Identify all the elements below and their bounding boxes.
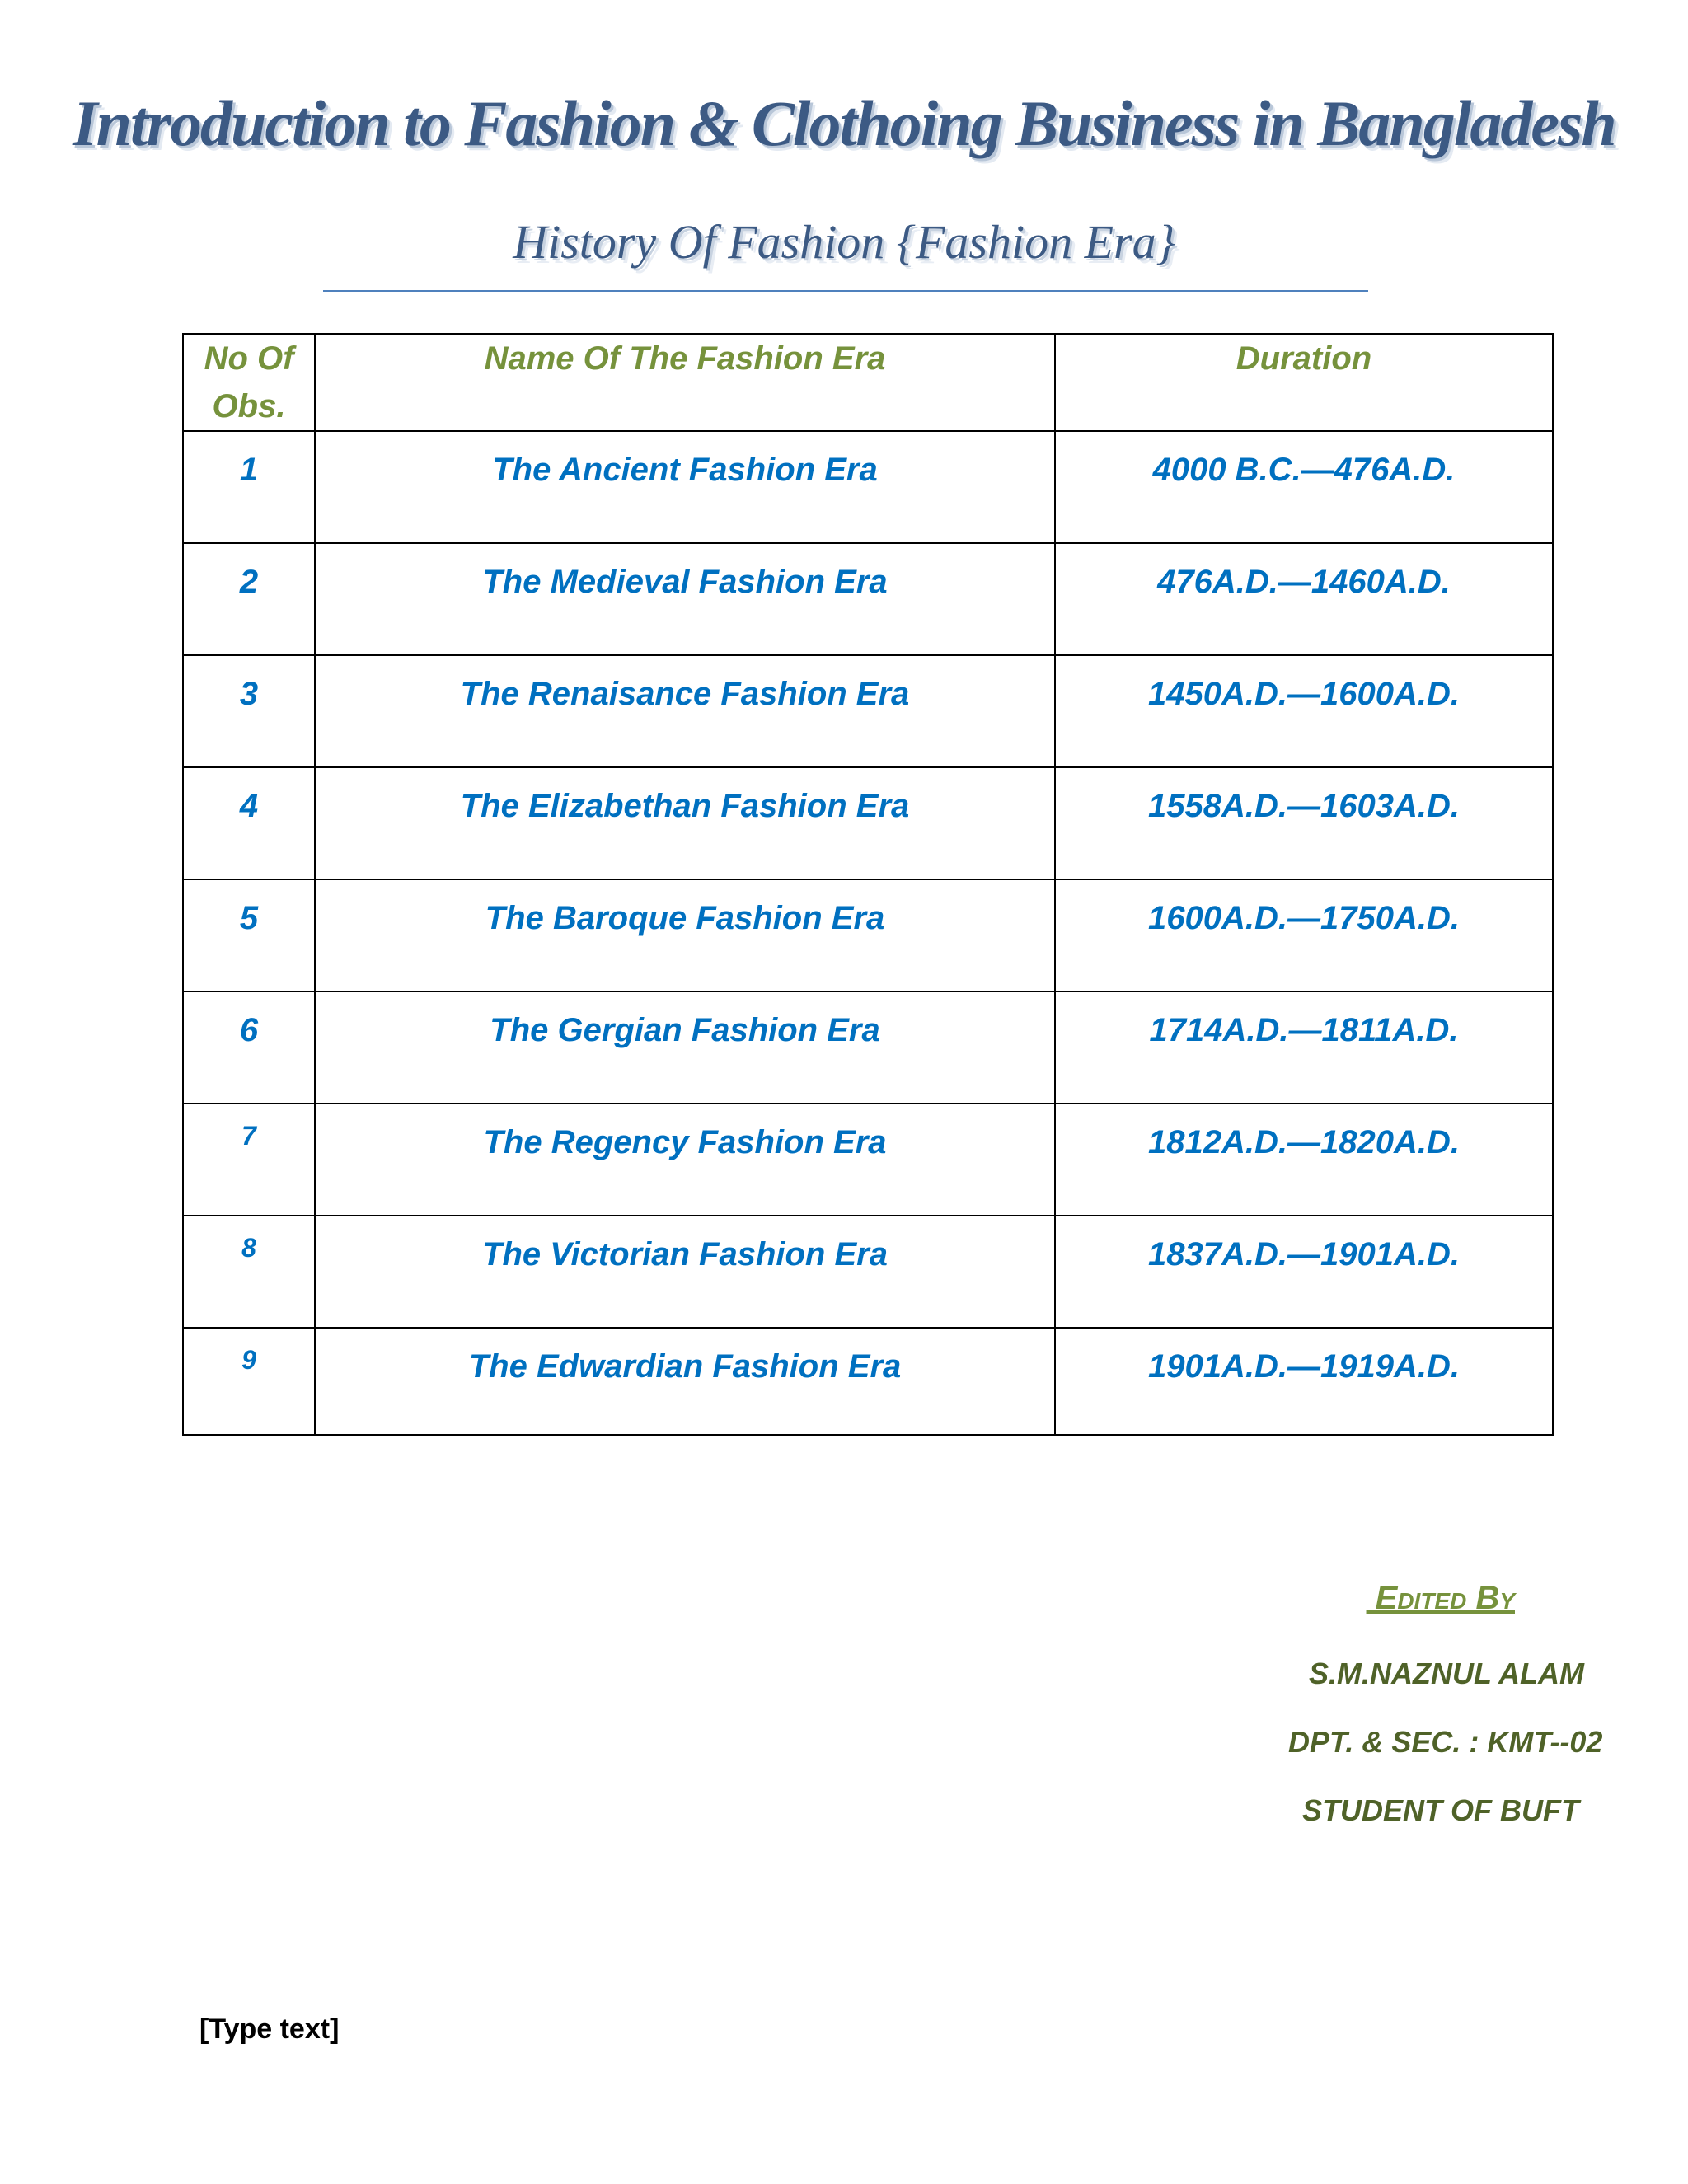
author-name: S.M.NAZNUL ALAM bbox=[1309, 1657, 1584, 1690]
author-affiliation: STUDENT OF BUFT bbox=[1302, 1793, 1579, 1827]
row-number: 7 bbox=[183, 1104, 315, 1216]
header-name: Name Of The Fashion Era bbox=[315, 334, 1055, 431]
row-number: 8 bbox=[183, 1216, 315, 1328]
row-number: 4 bbox=[183, 767, 315, 879]
header-duration: Duration bbox=[1055, 334, 1553, 431]
edited-by-heading: Edited By bbox=[1366, 1580, 1515, 1616]
row-number: 9 bbox=[183, 1328, 315, 1435]
era-name: The Ancient Fashion Era bbox=[315, 431, 1055, 543]
document-title: Introduction to Fashion & Clothoing Business in Bangladesh bbox=[73, 87, 1615, 159]
era-duration: 1558A.D.—1603A.D. bbox=[1055, 767, 1553, 879]
table-row bbox=[183, 991, 1553, 1104]
table-row bbox=[183, 879, 1553, 991]
era-name: The Medieval Fashion Era bbox=[315, 543, 1055, 655]
title-underline bbox=[323, 290, 1368, 292]
author-department: DPT. & SEC. : KMT--02 bbox=[1288, 1725, 1603, 1759]
table-row bbox=[183, 655, 1553, 767]
era-duration: 1600A.D.—1750A.D. bbox=[1055, 879, 1553, 991]
row-number: 2 bbox=[183, 543, 315, 655]
table-header-row bbox=[183, 334, 1553, 431]
era-name: The Baroque Fashion Era bbox=[315, 879, 1055, 991]
table-row bbox=[183, 767, 1553, 879]
table-row bbox=[183, 431, 1553, 543]
era-duration: 1450A.D.—1600A.D. bbox=[1055, 655, 1553, 767]
era-duration: 1837A.D.—1901A.D. bbox=[1055, 1216, 1553, 1328]
era-duration: 476A.D.—1460A.D. bbox=[1055, 543, 1553, 655]
table-row bbox=[183, 1104, 1553, 1216]
era-name: The Edwardian Fashion Era bbox=[315, 1328, 1055, 1435]
era-duration: 1812A.D.—1820A.D. bbox=[1055, 1104, 1553, 1216]
era-name: The Victorian Fashion Era bbox=[315, 1216, 1055, 1328]
row-number: 3 bbox=[183, 655, 315, 767]
era-duration: 1901A.D.—1919A.D. bbox=[1055, 1328, 1553, 1435]
header-no: No Of Obs. bbox=[183, 334, 315, 431]
era-name: The Elizabethan Fashion Era bbox=[315, 767, 1055, 879]
fashion-era-table bbox=[182, 333, 1554, 1436]
row-number: 1 bbox=[183, 431, 315, 543]
table-row bbox=[183, 543, 1553, 655]
era-duration: 4000 B.C.—476A.D. bbox=[1055, 431, 1553, 543]
document-subtitle: History Of Fashion {Fashion Era} bbox=[513, 215, 1175, 269]
era-name: The Regency Fashion Era bbox=[315, 1104, 1055, 1216]
row-number: 6 bbox=[183, 991, 315, 1104]
era-name: The Renaisance Fashion Era bbox=[315, 655, 1055, 767]
era-name: The Gergian Fashion Era bbox=[315, 991, 1055, 1104]
table-row bbox=[183, 1328, 1553, 1435]
era-duration: 1714A.D.—1811A.D. bbox=[1055, 991, 1553, 1104]
table-row bbox=[183, 1216, 1553, 1328]
row-number: 5 bbox=[183, 879, 315, 991]
footer-placeholder[interactable]: [Type text] bbox=[199, 2013, 340, 2045]
